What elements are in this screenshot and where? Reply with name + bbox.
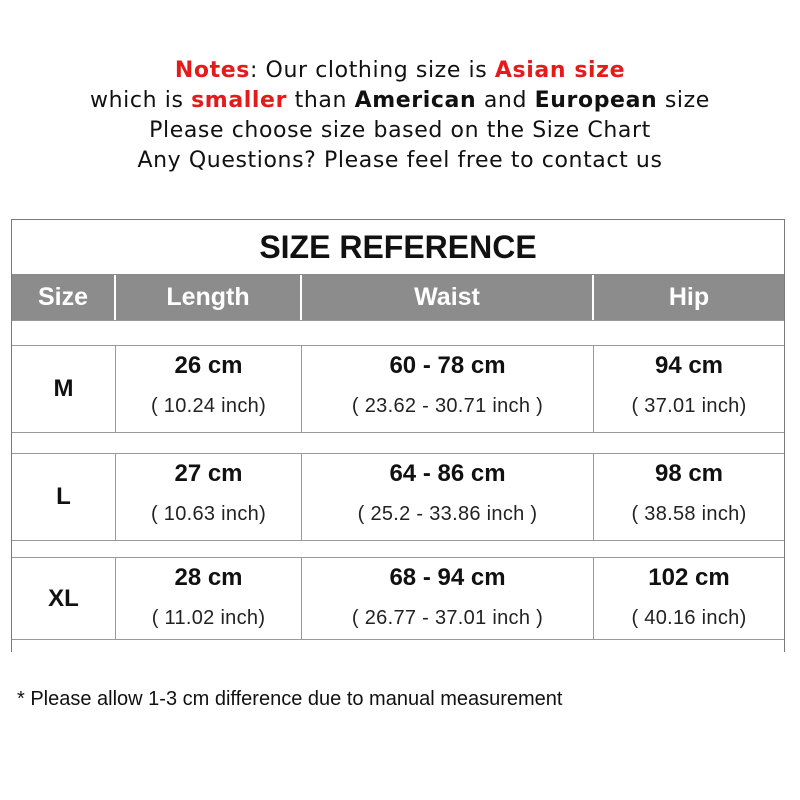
size-notes [0,56,800,176]
notes-text: which is [90,88,192,113]
notes-text: and [476,88,535,113]
hip-cm: 94 cm [654,352,724,379]
hip-cm: 98 cm [654,460,724,487]
length-cell [116,558,302,639]
row-spacer [12,320,784,346]
waist-cm: 60 - 78 cm [389,352,506,379]
header-length: Length [116,275,302,320]
notes-line-1 [0,56,800,86]
notes-line-3: Please choose size based on the Size Chart [149,118,651,143]
hip-cell [594,454,784,540]
hip-cell [594,346,784,432]
european-highlight: European [534,88,658,113]
header-waist: Waist [302,275,594,320]
waist-cell [302,454,594,540]
size-label-m: M [12,346,116,432]
waist-cm: 68 - 94 cm [389,564,506,591]
length-inch: ( 11.02 inch) [151,607,266,629]
waist-cm: 64 - 86 cm [389,460,506,487]
length-cm: 26 cm [174,352,243,379]
length-cell [116,346,302,432]
waist-cell [302,558,594,639]
chart-title: SIZE REFERENCE [12,220,784,275]
hip-cm: 102 cm [648,564,730,591]
notes-text: than [287,88,355,113]
row-spacer [12,432,784,454]
hip-inch: ( 38.58 inch) [631,503,747,525]
smaller-highlight: smaller [191,88,288,113]
waist-cell [302,346,594,432]
notes-line-2 [0,86,800,116]
waist-inch: ( 23.62 - 30.71 inch ) [351,395,544,417]
length-inch: ( 10.24 inch) [150,395,267,417]
hip-inch: ( 40.16 inch) [631,607,747,629]
length-inch: ( 10.63 inch) [150,503,267,525]
length-cm: 27 cm [174,460,243,487]
size-label-xl: XL [12,558,116,639]
asian-size-highlight: Asian size [494,58,626,83]
notes-text: : Our clothing size is [249,58,495,83]
length-cell [116,454,302,540]
notes-label: Notes [174,58,250,83]
row-spacer [12,639,784,653]
header-size: Size [12,275,116,320]
measurement-footnote: * Please allow 1-3 cm difference due to manual measurement [17,688,563,710]
hip-inch: ( 37.01 inch) [631,395,747,417]
american-highlight: American [354,88,477,113]
waist-inch: ( 25.2 - 33.86 inch ) [357,503,538,525]
notes-line-4: Any Questions? Please feel free to contact us [137,148,663,173]
waist-inch: ( 26.77 - 37.01 inch ) [351,607,544,629]
size-label-l: L [12,454,116,540]
size-chart [11,219,785,652]
notes-text: size [657,88,710,113]
row-spacer [12,540,784,558]
hip-cell [594,558,784,639]
header-hip: Hip [594,275,784,320]
length-cm: 28 cm [174,564,243,591]
